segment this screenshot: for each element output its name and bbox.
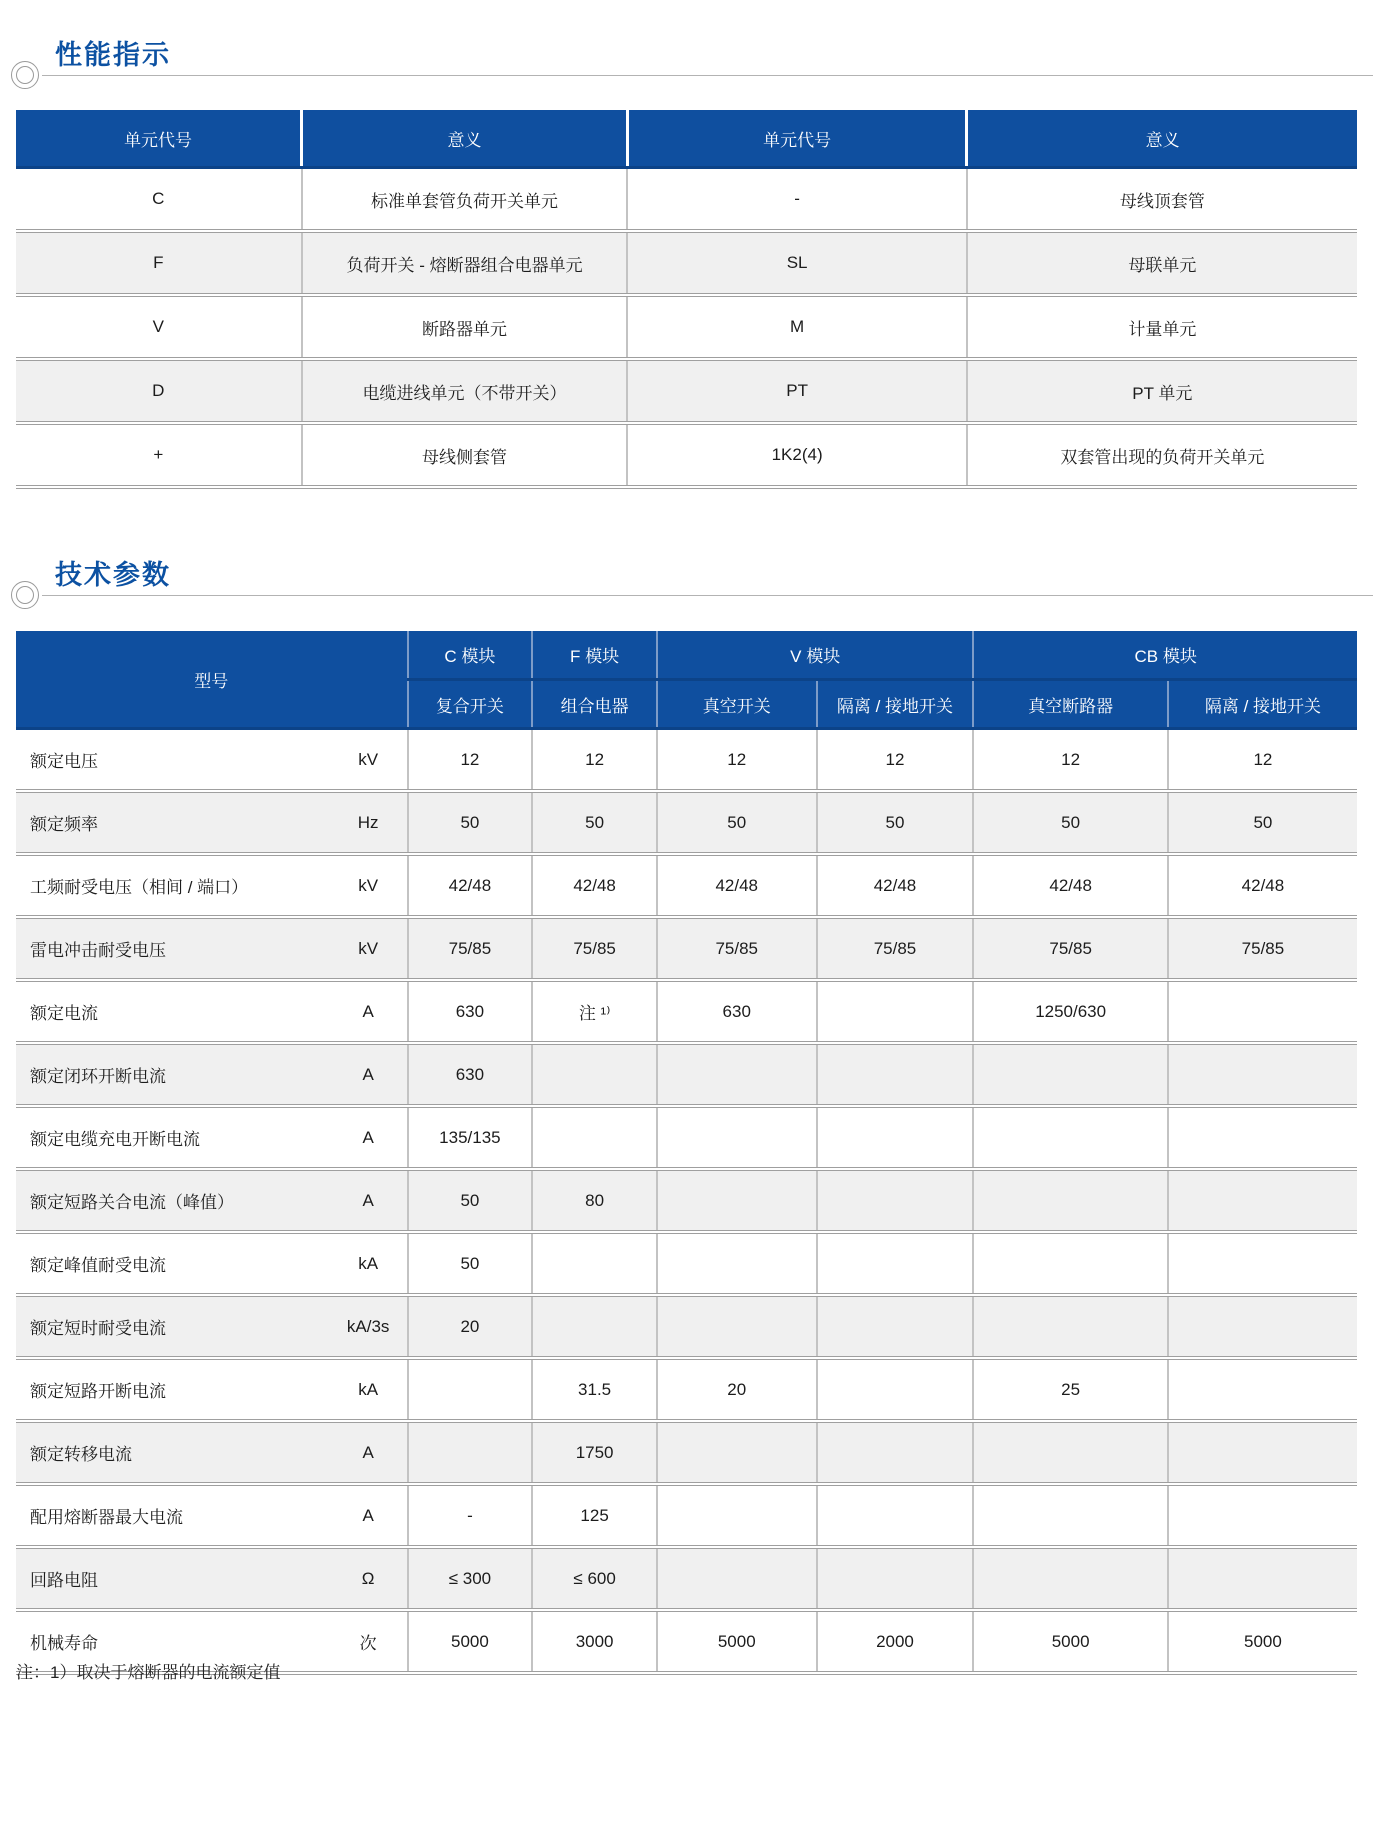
table-row [16,1232,1357,1295]
param-name-cell: 额定闭环开断电流 [16,1043,330,1106]
value-cell [973,1547,1167,1610]
value-cell: 75/85 [657,917,817,980]
value-cell: 50 [408,1232,533,1295]
value-cell: 12 [817,729,974,792]
value-cell [657,1043,817,1106]
param-name-cell: 额定频率 [16,791,330,854]
submodule-header: 真空断路器 [973,680,1167,729]
section-marker-icon [11,61,39,89]
param-unit-cell: kA [330,1358,408,1421]
value-cell: 42/48 [408,854,533,917]
meaning-cell: 计量单元 [967,295,1357,359]
value-cell [657,1295,817,1358]
value-cell [532,1106,657,1169]
value-cell [973,1421,1167,1484]
value-cell: 5000 [973,1610,1167,1673]
value-cell [657,1169,817,1232]
corner-header: 型号 [16,631,408,729]
meaning-cell: 标准单套管负荷开关单元 [302,168,628,232]
module-group-header: V 模块 [657,631,973,680]
value-cell [657,1232,817,1295]
footnote: 注：1）取决于熔断器的电流额定值 [16,1663,281,1682]
value-cell: ≤ 300 [408,1547,533,1610]
value-cell: 75/85 [532,917,657,980]
value-cell: 20 [657,1358,817,1421]
value-cell [817,980,974,1043]
value-cell [973,1043,1167,1106]
value-cell [1168,1232,1357,1295]
code-cell: C [152,189,165,208]
param-name-cell: 额定短路开断电流 [16,1358,330,1421]
param-name-cell: 雷电冲击耐受电压 [16,917,330,980]
table-row [16,295,1357,359]
table-row [16,1358,1357,1421]
unit-code-table [16,110,1357,489]
table-row [16,1043,1357,1106]
section-divider-line [42,595,1373,596]
table-row [16,359,1357,423]
value-cell: 5000 [657,1610,817,1673]
param-unit-cell: Ω [330,1547,408,1610]
performance-indication-heading: 性能指示 [55,40,171,70]
table-row [16,1547,1357,1610]
value-cell: 50 [817,791,974,854]
column-header: 单元代号 [627,110,966,168]
meaning-cell: 双套管出现的负荷开关单元 [967,423,1357,487]
param-name-cell: 回路电阻 [16,1547,330,1610]
value-cell: 12 [973,729,1167,792]
value-cell [1168,1295,1357,1358]
code-cell: - [627,168,966,232]
param-name-cell: 额定电流 [16,980,330,1043]
value-cell [657,1547,817,1610]
meaning-cell: PT 单元 [967,359,1357,423]
table-row [16,729,1357,792]
value-cell [817,1484,974,1547]
table-row [16,1295,1357,1358]
value-cell [1168,1358,1357,1421]
table-row [16,1106,1357,1169]
value-cell: 630 [408,980,533,1043]
param-unit-cell: A [330,1421,408,1484]
param-name-cell: 额定短路关合电流（峰值） [16,1169,330,1232]
value-cell: 50 [408,1169,533,1232]
value-cell: 75/85 [817,917,974,980]
value-cell: 12 [408,729,533,792]
param-unit-cell: A [330,1043,408,1106]
table-row [16,423,1357,487]
value-cell: 42/48 [817,854,974,917]
value-cell: 50 [1168,791,1357,854]
module-group-header: CB 模块 [973,631,1357,680]
value-cell [657,1421,817,1484]
code-cell: M [627,295,966,359]
value-cell [1168,980,1357,1043]
header-row [16,110,1357,168]
value-cell [1168,1043,1357,1106]
value-cell: 42/48 [532,854,657,917]
value-cell [532,1295,657,1358]
submodule-header: 隔离 / 接地开关 [817,680,974,729]
value-cell [973,1295,1167,1358]
value-cell: 125 [532,1484,657,1547]
value-cell [657,1106,817,1169]
code-cell: V [16,295,302,359]
value-cell: 5000 [1168,1610,1357,1673]
value-cell [532,1232,657,1295]
value-cell [817,1547,974,1610]
value-cell: 31.5 [532,1358,657,1421]
value-cell: 1750 [532,1421,657,1484]
value-cell: 42/48 [1168,854,1357,917]
value-cell [1168,1169,1357,1232]
value-cell [973,1106,1167,1169]
meaning-cell: 母线侧套管 [302,423,628,487]
submodule-header: 复合开关 [408,680,533,729]
value-cell: 注 ¹⁾ [532,980,657,1043]
meaning-cell: 负荷开关 - 熔断器组合电器单元 [302,231,628,295]
unit-code-table-body [16,168,1357,488]
table-row [16,231,1357,295]
param-name-cell: 额定电压 [30,752,98,771]
submodule-header: 组合电器 [532,680,657,729]
value-cell [817,1295,974,1358]
table-row [16,1484,1357,1547]
table-row [16,917,1357,980]
technical-parameters-table [16,631,1357,1675]
value-cell [817,1169,974,1232]
value-cell: 12 [532,729,657,792]
code-cell: + [16,423,302,487]
value-cell [973,1232,1167,1295]
param-unit-cell: A [330,1169,408,1232]
value-cell [1168,1106,1357,1169]
table-row [16,980,1357,1043]
code-cell: D [16,359,302,423]
code-cell: PT [627,359,966,423]
value-cell: ≤ 600 [532,1547,657,1610]
code-cell: F [16,231,302,295]
section-divider-line [42,75,1373,76]
table-row [16,854,1357,917]
value-cell [657,1484,817,1547]
value-cell: 2000 [817,1610,974,1673]
submodule-header: 隔离 / 接地开关 [1168,680,1357,729]
value-cell: 50 [973,791,1167,854]
technical-parameters-table-header [16,631,1357,729]
param-unit-cell: A [330,980,408,1043]
param-name-cell: 额定转移电流 [16,1421,330,1484]
column-header: 单元代号 [16,110,302,168]
submodule-header: 真空开关 [657,680,817,729]
param-name-cell: 额定峰值耐受电流 [16,1232,330,1295]
param-name-cell: 工频耐受电压（相间 / 端口） [16,854,330,917]
value-cell [1168,1547,1357,1610]
header-row-modules [16,631,1357,680]
value-cell [973,1484,1167,1547]
value-cell: 42/48 [973,854,1167,917]
value-cell [817,1043,974,1106]
code-cell: 1K2(4) [627,423,966,487]
param-unit-cell: A [330,1106,408,1169]
value-cell [973,1169,1167,1232]
value-cell: 25 [973,1358,1167,1421]
value-cell: 42/48 [657,854,817,917]
column-header: 意义 [967,110,1357,168]
meaning-cell: 电缆进线单元（不带开关） [302,359,628,423]
param-name-cell: 配用熔断器最大电流 [16,1484,330,1547]
param-unit-cell: kA [330,1232,408,1295]
value-cell: 3000 [532,1610,657,1673]
value-cell: 12 [657,729,817,792]
value-cell: 630 [657,980,817,1043]
param-unit-cell: A [330,1484,408,1547]
value-cell [817,1421,974,1484]
value-cell: 80 [532,1169,657,1232]
value-cell: 50 [657,791,817,854]
param-name-cell: 额定短时耐受电流 [16,1295,330,1358]
code-cell: SL [627,231,966,295]
value-cell [817,1106,974,1169]
module-group-header: F 模块 [532,631,657,680]
value-cell [532,1043,657,1106]
meaning-cell: 母线顶套管 [967,168,1357,232]
value-cell: 75/85 [408,917,533,980]
section-marker-icon [11,581,39,609]
value-cell: 135/135 [408,1106,533,1169]
meaning-cell: 断路器单元 [302,295,628,359]
table-row [16,168,1357,232]
value-cell: - [408,1484,533,1547]
unit-code-table-header [16,110,1357,168]
value-cell: 1250/630 [973,980,1167,1043]
value-cell [408,1358,533,1421]
param-unit-cell: kA/3s [330,1295,408,1358]
value-cell: 75/85 [973,917,1167,980]
value-cell: 50 [532,791,657,854]
value-cell: 20 [408,1295,533,1358]
value-cell [1168,1484,1357,1547]
param-unit-cell: kV [358,749,379,769]
module-group-header: C 模块 [408,631,533,680]
column-header: 意义 [302,110,628,168]
table-row [16,1169,1357,1232]
param-unit-cell: Hz [330,791,408,854]
value-cell [408,1421,533,1484]
technical-parameters-heading: 技术参数 [55,560,171,590]
value-cell [1168,1421,1357,1484]
table-row [16,791,1357,854]
value-cell: 50 [408,791,533,854]
value-cell [817,1232,974,1295]
technical-parameters-table-body [16,729,1357,1674]
value-cell: 12 [1168,729,1357,792]
param-name-cell: 额定电缆充电开断电流 [16,1106,330,1169]
value-cell: 5000 [408,1610,533,1673]
param-unit-cell: 次 [330,1610,408,1673]
param-name-cell: 机械寿命 [16,1610,330,1673]
value-cell: 630 [408,1043,533,1106]
value-cell: 75/85 [1168,917,1357,980]
param-unit-cell: kV [330,854,408,917]
value-cell [817,1358,974,1421]
table-row [16,1421,1357,1484]
meaning-cell: 母联单元 [967,231,1357,295]
param-unit-cell: kV [330,917,408,980]
